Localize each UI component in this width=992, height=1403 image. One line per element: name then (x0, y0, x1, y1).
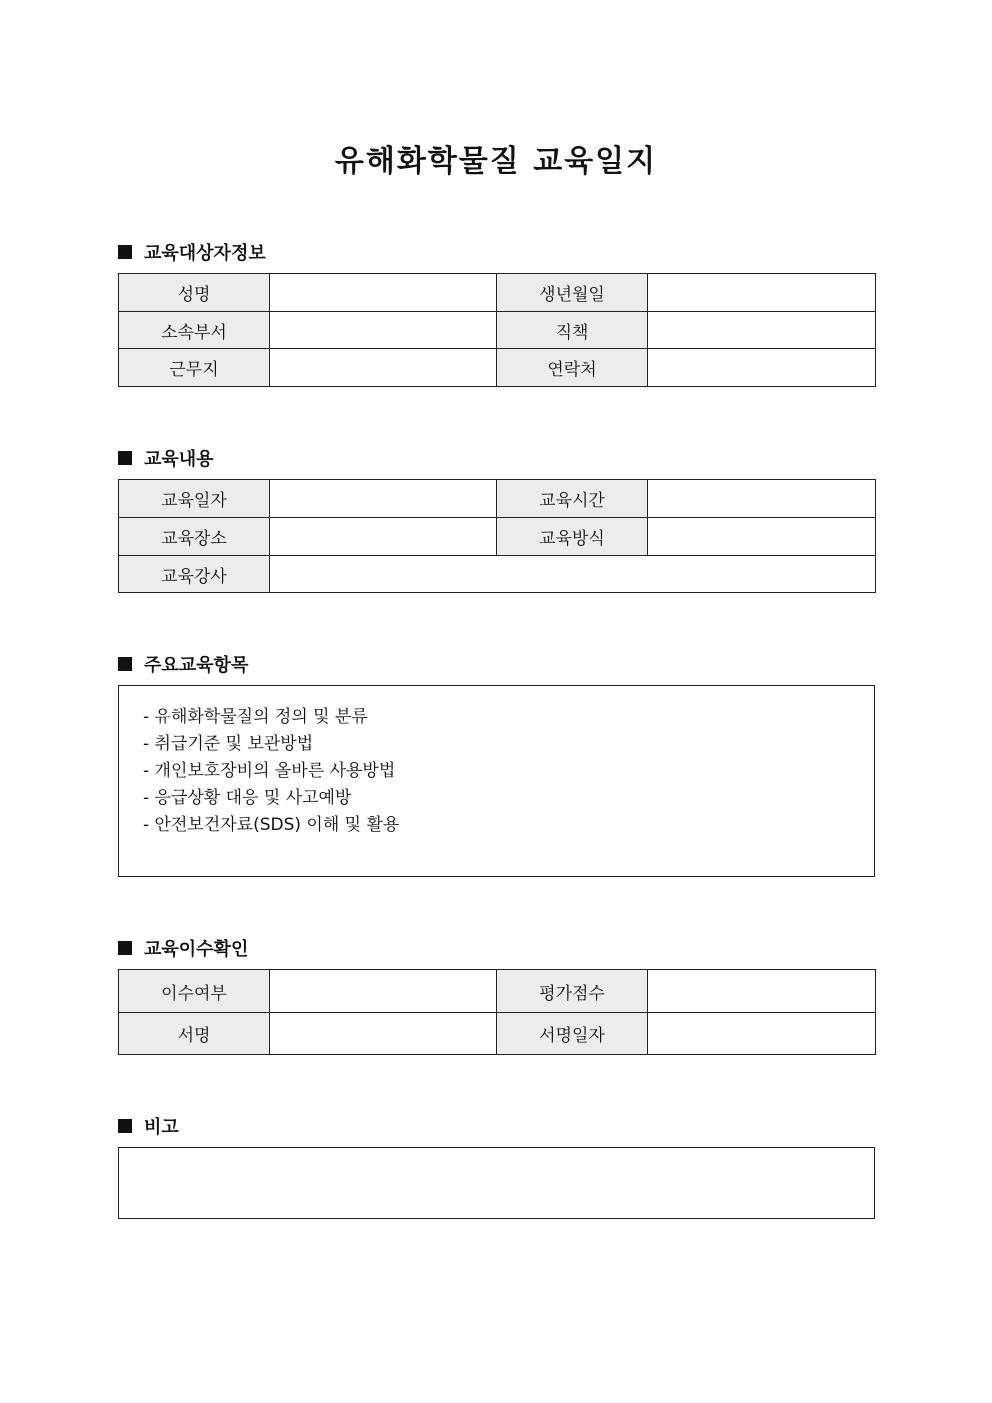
section-heading-remarks (118, 1114, 179, 1138)
list-item: - 개인보호장비의 올바른 사용방법 (143, 761, 396, 781)
instructor-field[interactable] (270, 556, 876, 593)
position-field[interactable] (648, 312, 876, 349)
section-heading-text: 교육대상자정보 (144, 243, 266, 264)
label-completion-status: 이수여부 (119, 970, 270, 1013)
list-item: - 취급기준 및 보관방법 (143, 734, 314, 754)
items-box (118, 685, 875, 877)
list-item: - 안전보건자료(SDS) 이해 및 활용 (143, 815, 400, 835)
evaluation-score-field[interactable] (648, 970, 876, 1013)
square-bullet-icon (118, 451, 132, 465)
section-heading-target-info (118, 240, 266, 264)
name-field[interactable] (270, 274, 497, 312)
square-bullet-icon (118, 245, 132, 259)
table-row (119, 312, 876, 349)
square-bullet-icon (118, 657, 132, 671)
list-item: - 유해화학물질의 정의 및 분류 (143, 707, 368, 727)
remarks-field[interactable] (118, 1147, 875, 1219)
section-heading-content (118, 446, 214, 470)
label-contact: 연락처 (497, 349, 648, 387)
content-table (118, 479, 876, 593)
workplace-field[interactable] (270, 349, 497, 387)
label-department: 소속부서 (119, 312, 270, 349)
label-edu-method: 교육방식 (497, 518, 648, 556)
page-title: 유해화학물질 교육일지 (334, 144, 658, 179)
section-heading-text: 주요교육항목 (144, 655, 249, 676)
square-bullet-icon (118, 941, 132, 955)
table-row (119, 556, 876, 593)
target-info-table (118, 273, 876, 387)
edu-place-field[interactable] (270, 518, 497, 556)
label-workplace: 근무지 (119, 349, 270, 387)
department-field[interactable] (270, 312, 497, 349)
signature-field[interactable] (270, 1013, 497, 1055)
edu-time-field[interactable] (648, 480, 876, 518)
edu-date-field[interactable] (270, 480, 497, 518)
label-birthdate: 생년월일 (497, 274, 648, 312)
square-bullet-icon (118, 1119, 132, 1133)
items-list (119, 686, 874, 839)
contact-field[interactable] (648, 349, 876, 387)
label-signature-date: 서명일자 (497, 1013, 648, 1055)
section-heading-text: 비고 (144, 1117, 179, 1138)
label-signature: 서명 (119, 1013, 270, 1055)
table-row (119, 518, 876, 556)
completion-status-field[interactable] (270, 970, 497, 1013)
section-heading-text: 교육이수확인 (144, 939, 249, 960)
label-position: 직책 (497, 312, 648, 349)
label-edu-place: 교육장소 (119, 518, 270, 556)
label-name: 성명 (119, 274, 270, 312)
signature-date-field[interactable] (648, 1013, 876, 1055)
table-row (119, 274, 876, 312)
edu-method-field[interactable] (648, 518, 876, 556)
table-row (119, 970, 876, 1013)
section-heading-text: 교육내용 (144, 449, 214, 470)
birthdate-field[interactable] (648, 274, 876, 312)
label-edu-time: 교육시간 (497, 480, 648, 518)
list-item: - 응급상황 대응 및 사고예방 (143, 788, 352, 808)
label-evaluation-score: 평가점수 (497, 970, 648, 1013)
label-instructor: 교육강사 (119, 556, 270, 593)
completion-table (118, 969, 876, 1055)
section-heading-items (118, 652, 248, 676)
label-edu-date: 교육일자 (119, 480, 270, 518)
table-row (119, 1013, 876, 1055)
table-row (119, 480, 876, 518)
section-heading-completion (118, 936, 248, 960)
table-row (119, 349, 876, 387)
